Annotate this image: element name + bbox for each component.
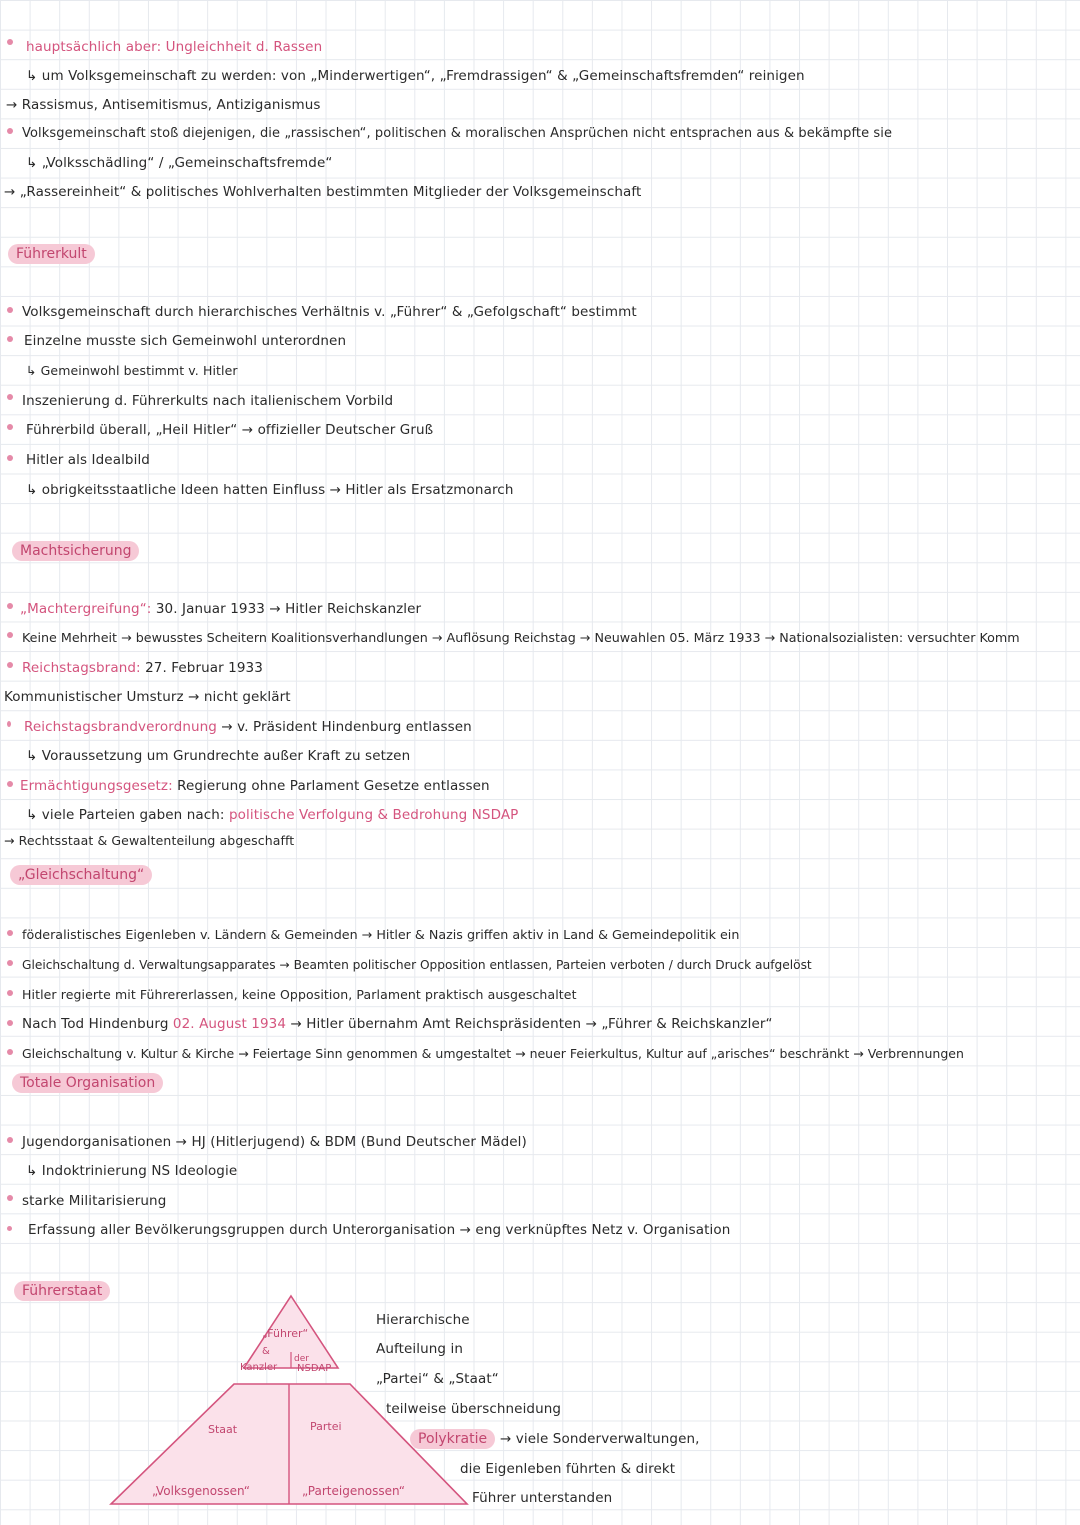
bullet <box>7 1020 13 1026</box>
fuehrerstaat-side-5: → viele Sonderverwaltungen, <box>500 1431 700 1447</box>
bullet <box>7 990 13 996</box>
bullet <box>7 960 13 966</box>
bullet <box>7 1195 13 1201</box>
pyramid-label-amp: & <box>262 1346 270 1357</box>
pyramid-label-staat: Staat <box>208 1423 238 1436</box>
fuehrerstaat-side-1: Hierarchische <box>376 1312 470 1328</box>
totale-line-1: Jugendorganisationen → HJ (Hitlerjugend) & BDM (Bund Deutscher Mädel) <box>22 1134 527 1150</box>
bullet <box>7 424 13 430</box>
pyramid-label-der: der <box>294 1354 309 1364</box>
pyramid-label-parteigenossen: „Parteigenossen“ <box>302 1484 405 1498</box>
bullet <box>7 336 13 342</box>
term-reichstagsbrandverordnung: Reichstagsbrandverordnung <box>24 719 217 735</box>
date-august-1934: 02. August 1934 <box>172 1016 287 1032</box>
text: 30. Januar 1933 → Hitler Reichskanzler <box>151 601 422 617</box>
bullet <box>7 307 13 313</box>
fuehrerstaat-side-3: „Partei“ & „Staat“ <box>376 1371 499 1387</box>
heading-totale-organisation: Totale Organisation <box>12 1073 163 1093</box>
pyramid-label-partei: Partei <box>310 1420 342 1433</box>
totale-line-3: starke Militarisierung <box>22 1193 167 1209</box>
machtsicherung-line-9: → Rechtsstaat & Gewaltenteilung abgeschafft <box>4 833 295 848</box>
fuehrerkult-line-7: ↳ obrigkeitsstaatliche Ideen hatten Einfluss → Hitler als Ersatzmonarch <box>26 482 514 498</box>
bullet <box>7 128 13 134</box>
fuehrerkult-line-1: Volksgemeinschaft durch hierarchisches Verhältnis v. „Führer“ & „Gefolgschaft“ bestimmt <box>22 304 637 320</box>
heading-gleichschaltung: „Gleichschaltung“ <box>10 865 152 885</box>
bullet <box>7 930 13 936</box>
fuehrerkult-line-6: Hitler als Idealbild <box>26 452 150 468</box>
text: ↳ viele Parteien gaben nach: <box>26 807 229 823</box>
fuehrerkult-line-2: Einzelne musste sich Gemeinwohl unterordnen <box>24 333 347 349</box>
machtsicherung-line-3 <box>22 659 263 677</box>
machtsicherung-line-2: Keine Mehrheit → bewusstes Scheitern Koalitionsverhandlungen → Auflösung Reichstag → Neuwahlen 05. März 1933 → Nationalsozialisten: versuchter Komm <box>22 630 1020 645</box>
fuehrerstaat-side-4: teilweise überschneidung <box>386 1401 562 1417</box>
fuehrerstaat-side-6: die Eigenleben führten & direkt <box>460 1461 676 1477</box>
term-polykratie: Polykratie <box>410 1429 495 1449</box>
pyramid-label-fuehrer: „Führer“ <box>262 1327 309 1340</box>
totale-line-4: Erfassung aller Bevölkerungsgruppen durch Unterorganisation → eng verknüpftes Netz v. Organisation <box>28 1222 731 1238</box>
gleichschaltung-line-2: Gleichschaltung d. Verwaltungsapparates → Beamten politischer Opposition entlassen, Parteien verboten / durch Druck aufgelöst <box>22 958 812 972</box>
intro-line-2: ↳ um Volksgemeinschaft zu werden: von „Minderwertigen“, „Fremdrassigen“ & „Gemeinschaftsfremden“ reinigen <box>26 68 805 84</box>
text: Regierung ohne Parlament Gesetze entlassen <box>172 778 490 794</box>
term-verfolgung: politische Verfolgung & Bedrohung NSDAP <box>228 807 519 823</box>
term-machtergreifung: „Machtergreifung“: <box>20 601 152 617</box>
bullet <box>7 721 11 727</box>
gleichschaltung-line-3: Hitler regierte mit Führererlassen, keine Opposition, Parlament praktisch ausgeschaltet <box>22 987 577 1002</box>
term-ermaechtigungsgesetz: Ermächtigungsgesetz: <box>20 778 173 794</box>
pyramid-label-volksgenossen: „Volksgenossen“ <box>152 1484 250 1498</box>
fuehrerkult-line-5: Führerbild überall, „Heil Hitler“ → offizieller Deutscher Gruß <box>26 422 434 438</box>
bullet <box>7 662 13 668</box>
heading-fuehrerstaat: Führerstaat <box>14 1281 110 1301</box>
text: Nach Tod Hindenburg <box>22 1016 173 1032</box>
pyramid-label-nsdap: NSDAP <box>297 1363 332 1374</box>
gleichschaltung-line-5: Gleichschaltung v. Kultur & Kirche → Feiertage Sinn genommen & umgestaltet → neuer Feierkultus, Kultur auf „arisches“ beschränkt → Verbrennungen <box>22 1046 964 1061</box>
bullet <box>7 1137 13 1143</box>
term-reichstagsbrand: Reichstagsbrand: <box>22 660 141 676</box>
machtsicherung-line-7 <box>20 777 490 795</box>
bullet <box>7 1049 13 1055</box>
bullet <box>7 394 13 400</box>
gleichschaltung-line-1: föderalistisches Eigenleben v. Ländern & Gemeinden → Hitler & Nazis griffen aktiv in Land & Gemeindepolitik ein <box>22 927 740 942</box>
machtsicherung-line-6: ↳ Voraussetzung um Grundrechte außer Kraft zu setzen <box>26 748 411 764</box>
heading-machtsicherung: Machtsicherung <box>12 541 139 561</box>
intro-line-5: ↳ „Volksschädling“ / „Gemeinschaftsfremde“ <box>26 155 333 171</box>
text: → Hitler übernahm Amt Reichspräsidenten → „Führer & Reichskanzler“ <box>286 1016 773 1032</box>
intro-line-6: → „Rassereinheit“ & politisches Wohlverhalten bestimmten Mitglieder der Volksgemeinschaft <box>4 184 642 200</box>
fuehrerkult-line-3: ↳ Gemeinwohl bestimmt v. Hitler <box>26 363 238 378</box>
fuehrerstaat-side-7: Führer unterstanden <box>472 1490 613 1506</box>
fuehrerstaat-side-2: Aufteilung in <box>376 1341 463 1357</box>
totale-line-2: ↳ Indoktrinierung NS Ideologie <box>26 1163 238 1179</box>
bullet <box>7 603 13 609</box>
bullet <box>7 781 13 787</box>
machtsicherung-line-1 <box>20 600 421 618</box>
machtsicherung-line-5 <box>24 718 472 736</box>
intro-line-3: → Rassismus, Antisemitismus, Antiziganismus <box>6 97 321 113</box>
bullet <box>7 455 13 461</box>
text: → v. Präsident Hindenburg entlassen <box>216 719 472 735</box>
bullet <box>7 39 13 45</box>
heading-fuehrerkult: Führerkult <box>8 244 95 264</box>
bullet <box>7 1226 12 1231</box>
intro-line-1: hauptsächlich aber: Ungleichheit d. Rassen <box>26 39 323 55</box>
pyramid-label-kanzler: Kanzler <box>240 1362 278 1373</box>
gleichschaltung-line-4 <box>22 1015 773 1033</box>
intro-line-4: Volksgemeinschaft stoß diejenigen, die „rassischen“, politischen & moralischen Ansprüchen nicht entsprachen aus & bekämpfte sie <box>22 126 893 141</box>
bullet <box>7 632 13 638</box>
machtsicherung-line-4: Kommunistischer Umsturz → nicht geklärt <box>4 689 291 705</box>
text: 27. Februar 1933 <box>140 660 263 676</box>
machtsicherung-line-8 <box>26 806 518 824</box>
fuehrerkult-line-4: Inszenierung d. Führerkults nach italienischem Vorbild <box>22 393 394 409</box>
